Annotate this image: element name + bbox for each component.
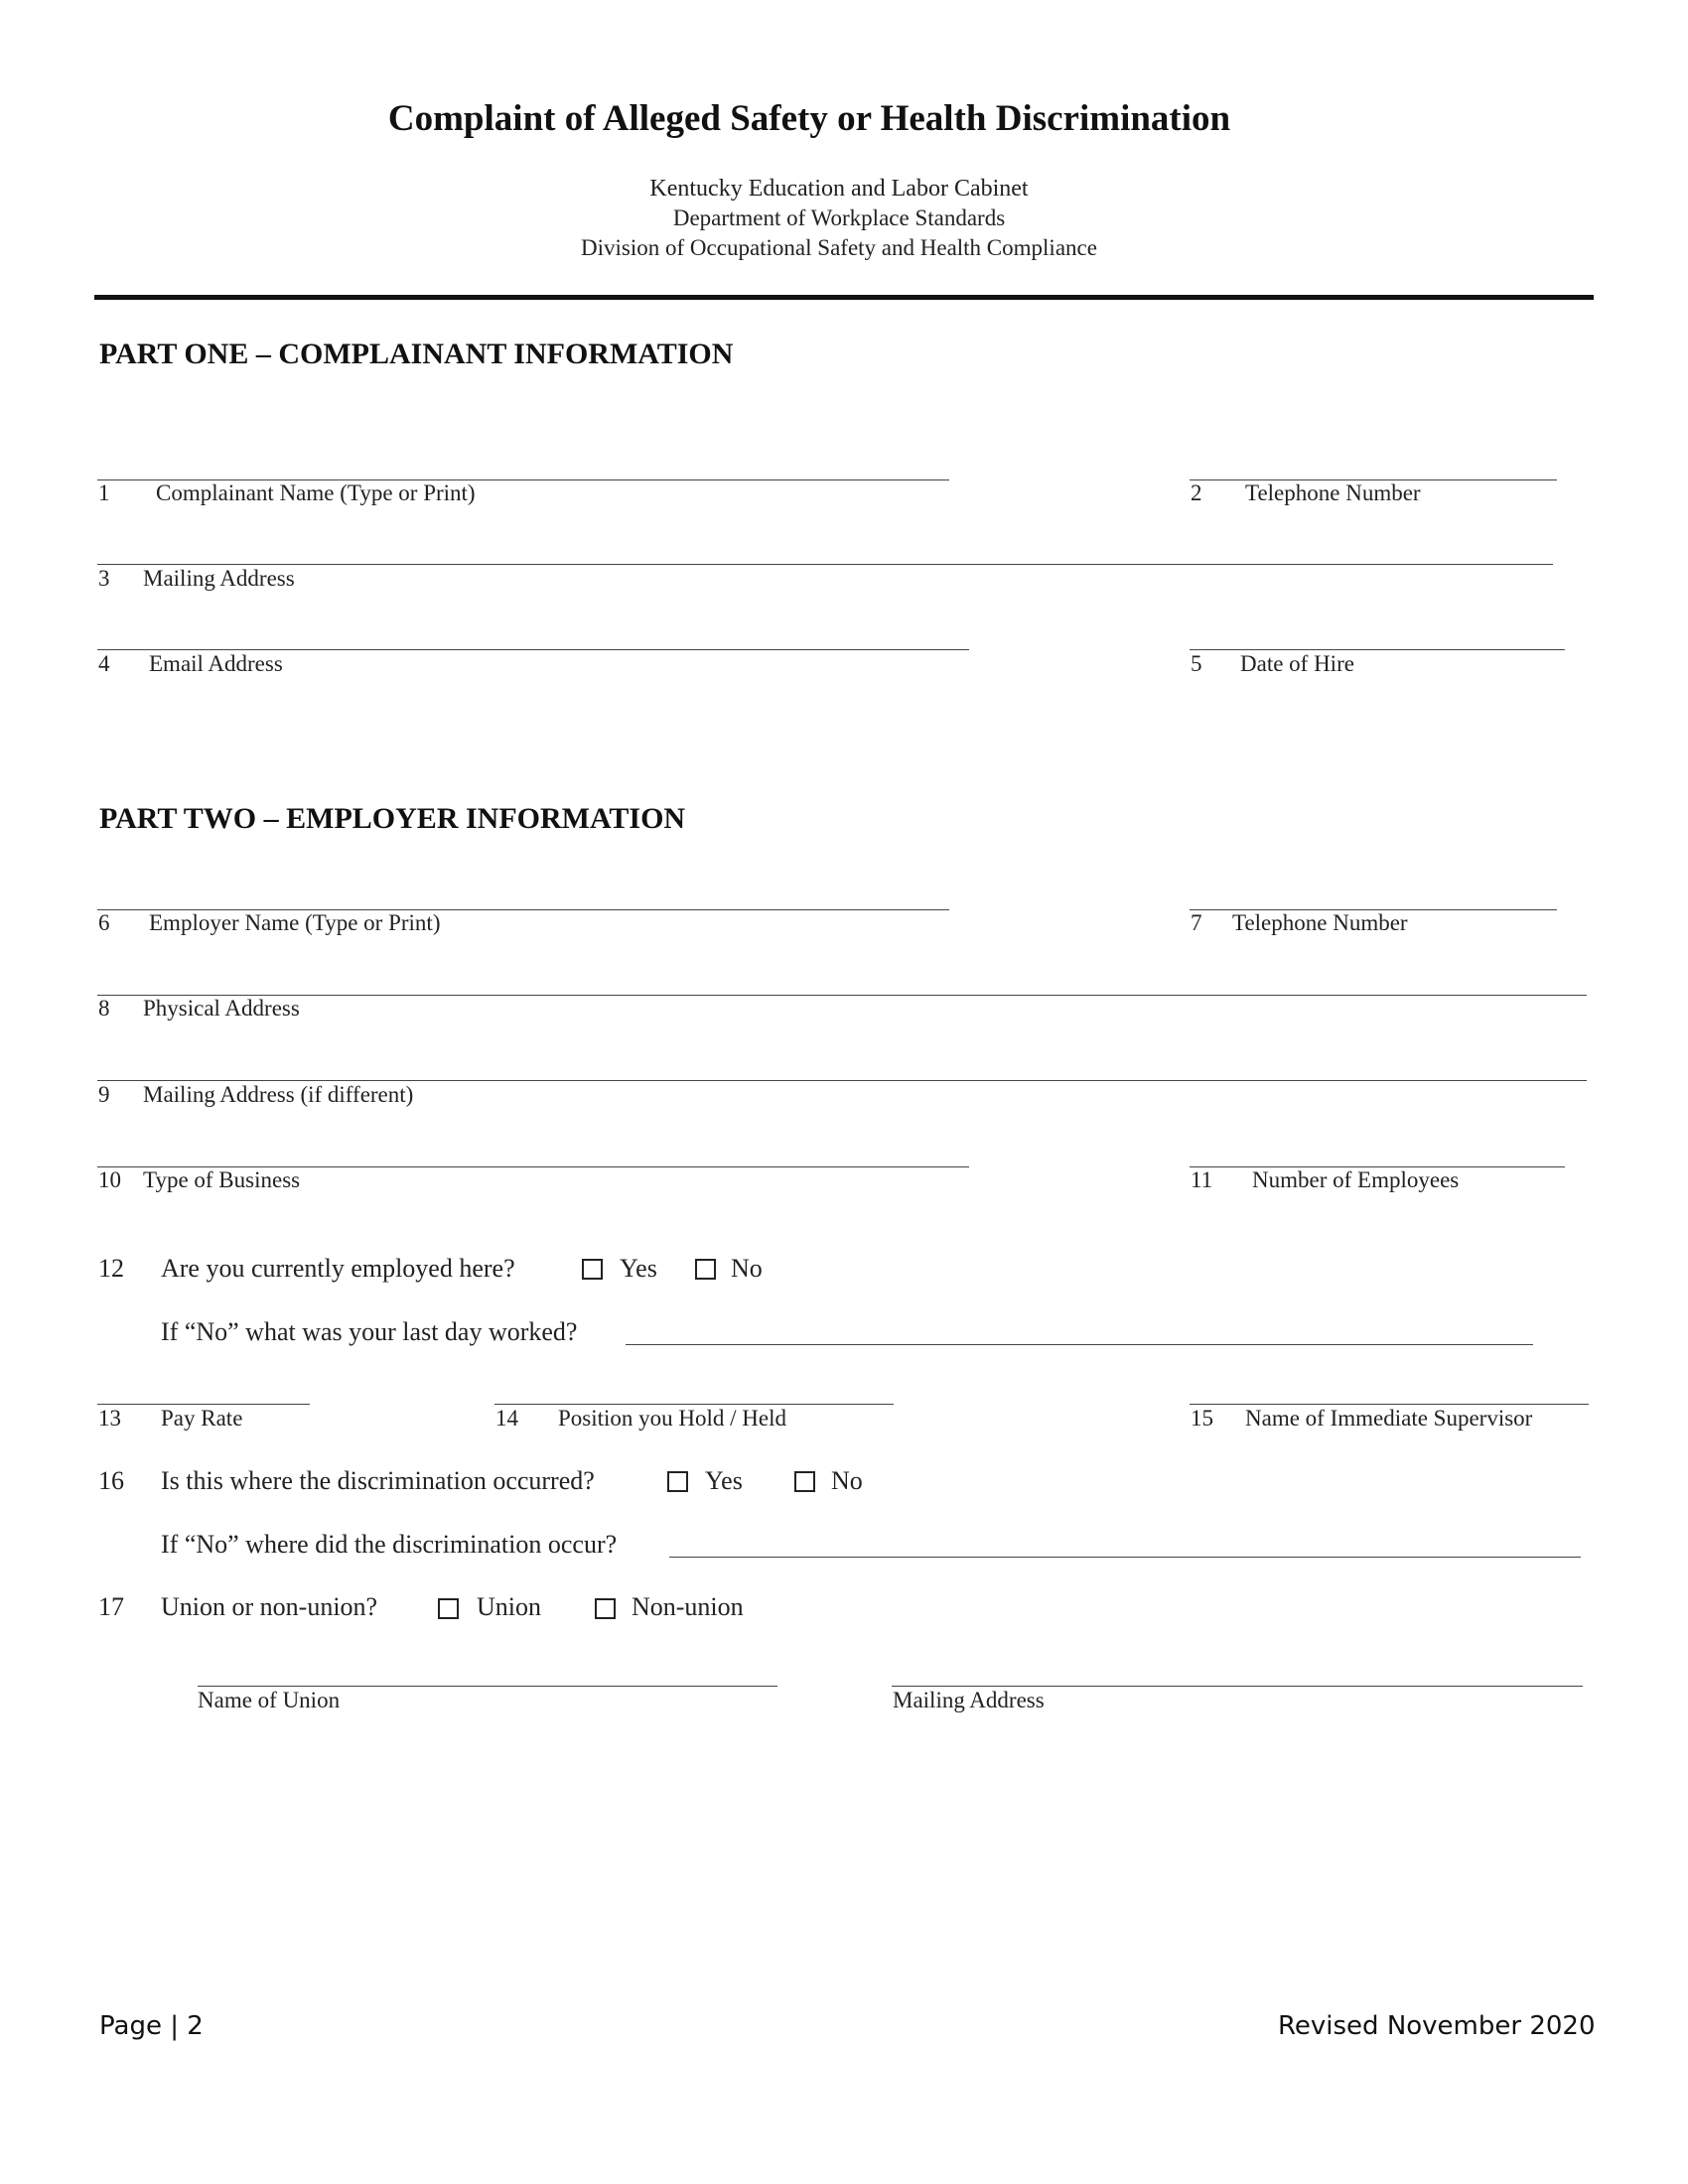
header-divider	[94, 295, 1594, 300]
last-day-worked-input[interactable]	[635, 1314, 1529, 1342]
complainant-email-label: Email Address	[149, 651, 283, 676]
union-name-label: Name of Union	[198, 1688, 341, 1712]
field-number: 9	[98, 1082, 110, 1107]
currently-employed-no-label: No	[731, 1254, 763, 1283]
supervisor-label: Name of Immediate Supervisor	[1245, 1406, 1533, 1431]
currently-employed-no-checkbox[interactable]	[695, 1259, 716, 1280]
date-of-hire-input[interactable]	[1196, 619, 1559, 647]
part-one-heading: PART ONE – COMPLAINANT INFORMATION	[99, 338, 734, 370]
question-number: 17	[98, 1592, 124, 1621]
field-number: 11	[1191, 1167, 1213, 1192]
date-of-hire-label: Date of Hire	[1240, 651, 1354, 676]
union-label: Union	[477, 1592, 541, 1621]
field-number: 14	[495, 1406, 518, 1431]
employer-mailing-address-line	[97, 1080, 1587, 1081]
position-label: Position you Hold / Held	[558, 1406, 787, 1431]
complainant-phone-input[interactable]	[1196, 450, 1554, 478]
discrimination-location-yes-checkbox[interactable]	[667, 1471, 688, 1492]
currently-employed-yes-checkbox[interactable]	[582, 1259, 603, 1280]
complainant-email-line	[97, 649, 969, 650]
physical-address-label: Physical Address	[143, 996, 300, 1021]
discrimination-location-input[interactable]	[679, 1527, 1577, 1555]
pay-rate-line	[97, 1404, 310, 1405]
number-of-employees-label: Number of Employees	[1252, 1167, 1460, 1192]
non-union-label: Non-union	[632, 1592, 744, 1621]
field-number: 8	[98, 996, 110, 1021]
field-number: 15	[1191, 1406, 1213, 1431]
union-name-line	[198, 1686, 777, 1687]
supervisor-line	[1190, 1404, 1589, 1405]
division-name: Division of Occupational Safety and Health Compliance	[581, 235, 1097, 260]
complainant-email-input[interactable]	[109, 619, 963, 647]
employer-mailing-address-input[interactable]	[109, 1050, 1579, 1078]
physical-address-line	[97, 995, 1587, 996]
discrimination-location-followup-label: If “No” where did the discrimination occur?	[161, 1530, 618, 1559]
union-address-label: Mailing Address	[893, 1688, 1045, 1712]
employer-name-input[interactable]	[109, 880, 943, 907]
field-number: 10	[98, 1167, 121, 1192]
form-title: Complaint of Alleged Safety or Health Discrimination	[387, 98, 1231, 139]
complainant-name-label: Complainant Name (Type or Print)	[156, 480, 476, 505]
discrimination-location-question: Is this where the discrimination occurred?	[161, 1466, 595, 1495]
complainant-phone-label: Telephone Number	[1245, 480, 1421, 505]
department-name: Department of Workplace Standards	[672, 205, 1006, 230]
union-name-input[interactable]	[204, 1656, 770, 1684]
union-checkbox[interactable]	[438, 1598, 459, 1619]
currently-employed-question: Are you currently employed here?	[161, 1254, 515, 1283]
last-day-worked-line	[626, 1344, 1533, 1345]
field-number: 7	[1191, 910, 1202, 935]
complainant-address-input[interactable]	[109, 534, 1539, 562]
field-number: 6	[98, 910, 110, 935]
union-address-line	[892, 1686, 1583, 1687]
last-day-worked-label: If “No” what was your last day worked?	[161, 1317, 578, 1346]
complainant-address-line	[97, 564, 1553, 565]
revision-date: Revised November 2020	[1278, 2011, 1596, 2041]
question-number: 16	[98, 1466, 124, 1495]
currently-employed-yes-label: Yes	[620, 1254, 657, 1283]
field-number: 5	[1191, 651, 1202, 676]
pay-rate-input[interactable]	[104, 1374, 303, 1402]
field-number: 2	[1191, 480, 1202, 505]
part-two-heading: PART TWO – EMPLOYER INFORMATION	[99, 802, 686, 835]
physical-address-input[interactable]	[109, 965, 1579, 993]
number-of-employees-input[interactable]	[1196, 1137, 1559, 1164]
discrimination-location-yes-label: Yes	[705, 1466, 743, 1495]
discrimination-location-no-checkbox[interactable]	[794, 1471, 815, 1492]
employer-mailing-address-label: Mailing Address (if different)	[143, 1082, 414, 1107]
type-of-business-input[interactable]	[109, 1137, 963, 1164]
discrimination-location-line	[669, 1557, 1581, 1558]
supervisor-input[interactable]	[1196, 1374, 1584, 1402]
field-number: 4	[98, 651, 110, 676]
date-of-hire-line	[1190, 649, 1565, 650]
field-number: 13	[98, 1406, 121, 1431]
complainant-name-input[interactable]	[109, 450, 943, 478]
non-union-checkbox[interactable]	[595, 1598, 616, 1619]
question-number: 12	[98, 1254, 124, 1283]
field-number: 3	[98, 566, 110, 591]
field-number: 1	[98, 480, 110, 505]
union-question: Union or non-union?	[161, 1592, 378, 1621]
employer-phone-input[interactable]	[1196, 880, 1554, 907]
type-of-business-label: Type of Business	[143, 1167, 301, 1192]
position-input[interactable]	[501, 1374, 889, 1402]
agency-name: Kentucky Education and Labor Cabinet	[649, 176, 1029, 202]
complainant-address-label: Mailing Address	[143, 566, 295, 591]
employer-phone-label: Telephone Number	[1232, 910, 1408, 935]
page-number: Page | 2	[99, 2011, 204, 2041]
position-line	[494, 1404, 894, 1405]
union-address-input[interactable]	[899, 1656, 1574, 1684]
employer-name-label: Employer Name (Type or Print)	[149, 910, 441, 935]
pay-rate-label: Pay Rate	[161, 1406, 243, 1431]
discrimination-location-no-label: No	[831, 1466, 863, 1495]
